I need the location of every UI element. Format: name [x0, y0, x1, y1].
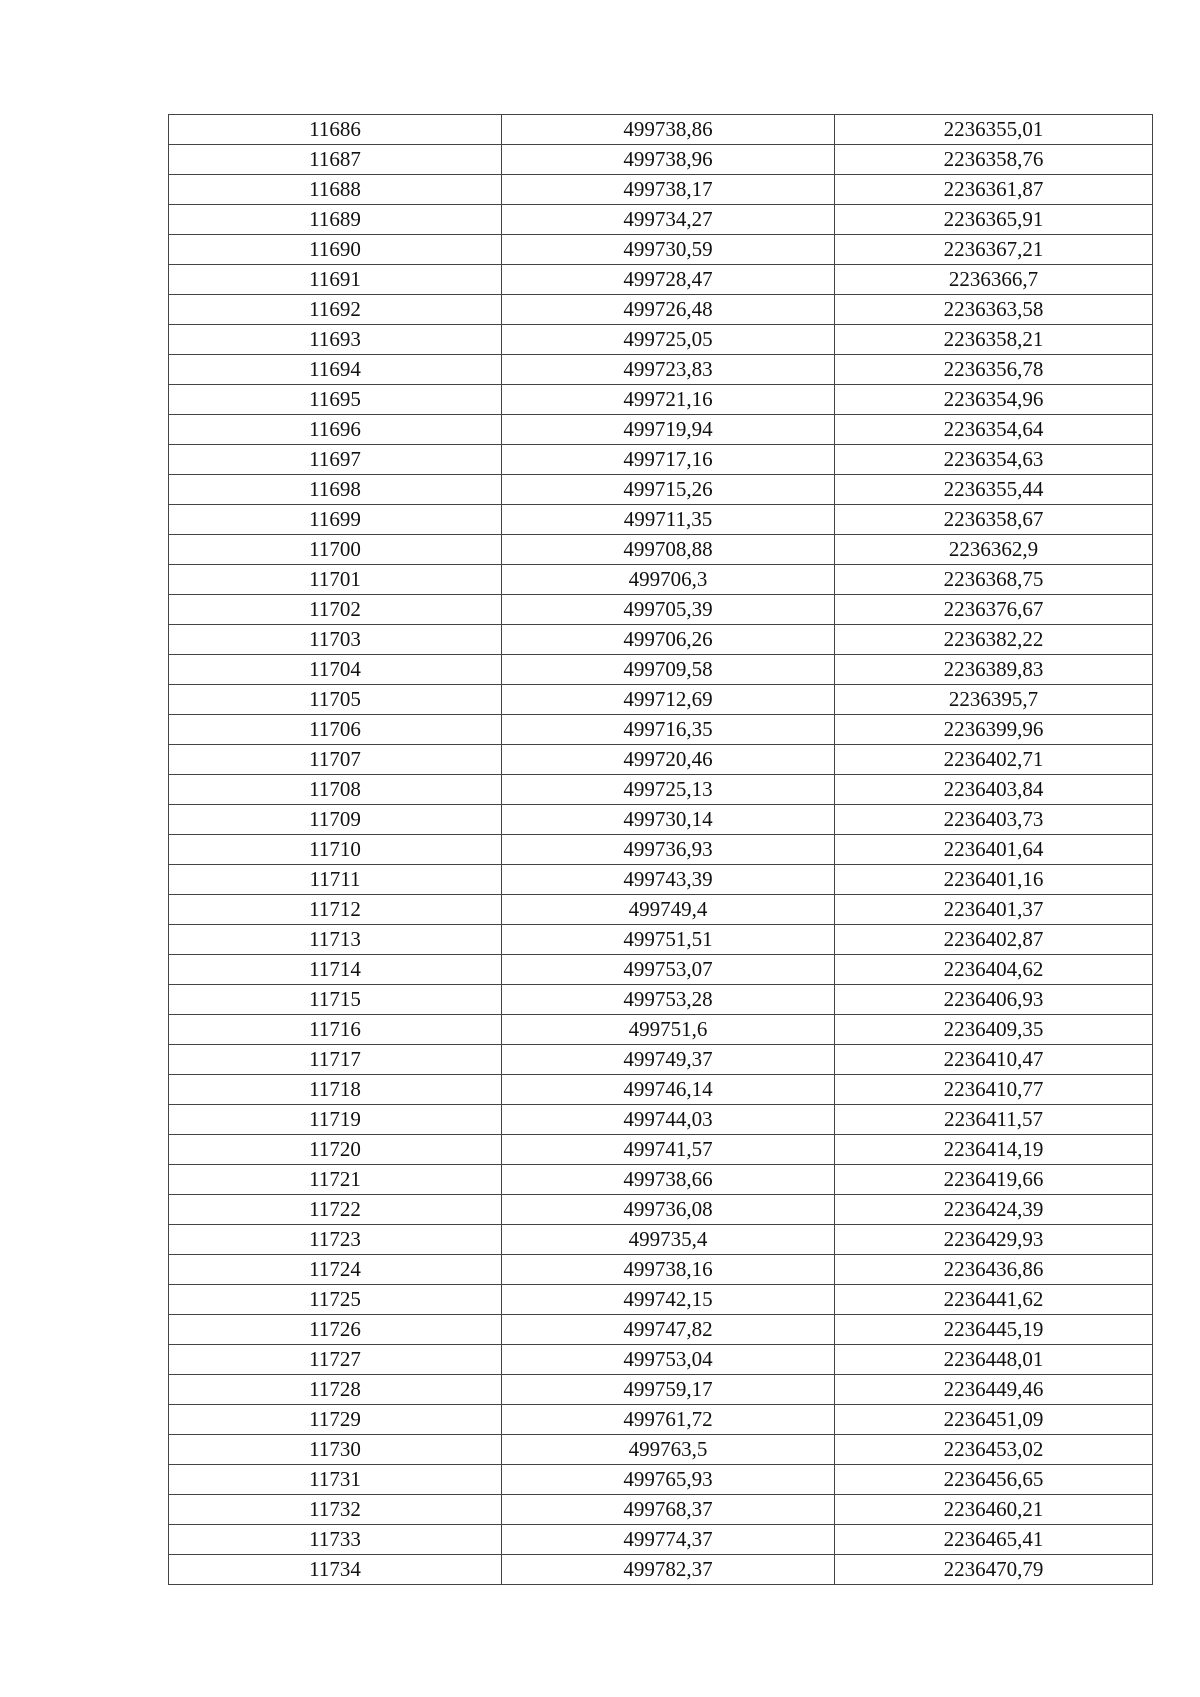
y-coordinate-cell: 2236362,9: [835, 535, 1153, 565]
y-coordinate-cell: 2236395,7: [835, 685, 1153, 715]
point-number-cell: 11707: [169, 745, 502, 775]
table-row: [169, 1255, 1153, 1285]
y-coordinate-cell: 2236441,62: [835, 1285, 1153, 1315]
y-coordinate-cell: 2236402,71: [835, 745, 1153, 775]
point-number-cell: 11732: [169, 1495, 502, 1525]
point-number-cell: 11704: [169, 655, 502, 685]
table-row: [169, 685, 1153, 715]
point-number-cell: 11722: [169, 1195, 502, 1225]
table-row: [169, 355, 1153, 385]
x-coordinate-cell: 499719,94: [502, 415, 835, 445]
point-number-cell: 11709: [169, 805, 502, 835]
x-coordinate-cell: 499730,59: [502, 235, 835, 265]
y-coordinate-cell: 2236401,64: [835, 835, 1153, 865]
table-row: [169, 1525, 1153, 1555]
table-row: [169, 1495, 1153, 1525]
point-number-cell: 11701: [169, 565, 502, 595]
y-coordinate-cell: 2236354,64: [835, 415, 1153, 445]
table-row: [169, 325, 1153, 355]
point-number-cell: 11694: [169, 355, 502, 385]
y-coordinate-cell: 2236414,19: [835, 1135, 1153, 1165]
point-number-cell: 11726: [169, 1315, 502, 1345]
x-coordinate-cell: 499765,93: [502, 1465, 835, 1495]
point-number-cell: 11733: [169, 1525, 502, 1555]
table-row: [169, 655, 1153, 685]
table-row: [169, 925, 1153, 955]
point-number-cell: 11714: [169, 955, 502, 985]
point-number-cell: 11686: [169, 115, 502, 145]
table-row: [169, 895, 1153, 925]
x-coordinate-cell: 499741,57: [502, 1135, 835, 1165]
x-coordinate-cell: 499753,07: [502, 955, 835, 985]
x-coordinate-cell: 499709,58: [502, 655, 835, 685]
y-coordinate-cell: 2236403,73: [835, 805, 1153, 835]
x-coordinate-cell: 499721,16: [502, 385, 835, 415]
table-row: [169, 775, 1153, 805]
y-coordinate-cell: 2236363,58: [835, 295, 1153, 325]
table-row: [169, 1105, 1153, 1135]
y-coordinate-cell: 2236410,77: [835, 1075, 1153, 1105]
y-coordinate-cell: 2236453,02: [835, 1435, 1153, 1465]
x-coordinate-cell: 499749,4: [502, 895, 835, 925]
table-row: [169, 295, 1153, 325]
x-coordinate-cell: 499746,14: [502, 1075, 835, 1105]
y-coordinate-cell: 2236402,87: [835, 925, 1153, 955]
x-coordinate-cell: 499726,48: [502, 295, 835, 325]
table-row: [169, 265, 1153, 295]
x-coordinate-cell: 499706,3: [502, 565, 835, 595]
x-coordinate-cell: 499782,37: [502, 1555, 835, 1585]
point-number-cell: 11692: [169, 295, 502, 325]
y-coordinate-cell: 2236354,96: [835, 385, 1153, 415]
point-number-cell: 11703: [169, 625, 502, 655]
point-number-cell: 11691: [169, 265, 502, 295]
table-row: [169, 745, 1153, 775]
point-number-cell: 11695: [169, 385, 502, 415]
y-coordinate-cell: 2236355,44: [835, 475, 1153, 505]
y-coordinate-cell: 2236436,86: [835, 1255, 1153, 1285]
x-coordinate-cell: 499705,39: [502, 595, 835, 625]
x-coordinate-cell: 499728,47: [502, 265, 835, 295]
x-coordinate-cell: 499725,05: [502, 325, 835, 355]
table-row: [169, 1135, 1153, 1165]
coordinates-table: [168, 114, 1153, 1585]
point-number-cell: 11729: [169, 1405, 502, 1435]
x-coordinate-cell: 499751,6: [502, 1015, 835, 1045]
x-coordinate-cell: 499738,96: [502, 145, 835, 175]
point-number-cell: 11720: [169, 1135, 502, 1165]
table-row: [169, 1045, 1153, 1075]
x-coordinate-cell: 499720,46: [502, 745, 835, 775]
x-coordinate-cell: 499768,37: [502, 1495, 835, 1525]
point-number-cell: 11698: [169, 475, 502, 505]
table-row: [169, 385, 1153, 415]
y-coordinate-cell: 2236429,93: [835, 1225, 1153, 1255]
point-number-cell: 11716: [169, 1015, 502, 1045]
table-row: [169, 715, 1153, 745]
x-coordinate-cell: 499736,08: [502, 1195, 835, 1225]
table-row: [169, 1165, 1153, 1195]
point-number-cell: 11727: [169, 1345, 502, 1375]
y-coordinate-cell: 2236410,47: [835, 1045, 1153, 1075]
table-row: [169, 1015, 1153, 1045]
table-row: [169, 1195, 1153, 1225]
y-coordinate-cell: 2236358,76: [835, 145, 1153, 175]
y-coordinate-cell: 2236389,83: [835, 655, 1153, 685]
table-row: [169, 1345, 1153, 1375]
x-coordinate-cell: 499712,69: [502, 685, 835, 715]
x-coordinate-cell: 499743,39: [502, 865, 835, 895]
point-number-cell: 11687: [169, 145, 502, 175]
x-coordinate-cell: 499725,13: [502, 775, 835, 805]
point-number-cell: 11728: [169, 1375, 502, 1405]
point-number-cell: 11688: [169, 175, 502, 205]
y-coordinate-cell: 2236358,67: [835, 505, 1153, 535]
table-row: [169, 115, 1153, 145]
y-coordinate-cell: 2236401,37: [835, 895, 1153, 925]
y-coordinate-cell: 2236460,21: [835, 1495, 1153, 1525]
y-coordinate-cell: 2236382,22: [835, 625, 1153, 655]
y-coordinate-cell: 2236358,21: [835, 325, 1153, 355]
x-coordinate-cell: 499734,27: [502, 205, 835, 235]
point-number-cell: 11700: [169, 535, 502, 565]
coordinates-table-body: [169, 115, 1153, 1585]
point-number-cell: 11711: [169, 865, 502, 895]
table-row: [169, 1555, 1153, 1585]
table-row: [169, 955, 1153, 985]
x-coordinate-cell: 499744,03: [502, 1105, 835, 1135]
table-row: [169, 865, 1153, 895]
x-coordinate-cell: 499738,66: [502, 1165, 835, 1195]
y-coordinate-cell: 2236424,39: [835, 1195, 1153, 1225]
x-coordinate-cell: 499749,37: [502, 1045, 835, 1075]
table-row: [169, 1315, 1153, 1345]
table-row: [169, 175, 1153, 205]
x-coordinate-cell: 499706,26: [502, 625, 835, 655]
point-number-cell: 11696: [169, 415, 502, 445]
table-row: [169, 145, 1153, 175]
y-coordinate-cell: 2236376,67: [835, 595, 1153, 625]
table-row: [169, 1465, 1153, 1495]
y-coordinate-cell: 2236366,7: [835, 265, 1153, 295]
x-coordinate-cell: 499736,93: [502, 835, 835, 865]
y-coordinate-cell: 2236401,16: [835, 865, 1153, 895]
y-coordinate-cell: 2236449,46: [835, 1375, 1153, 1405]
point-number-cell: 11699: [169, 505, 502, 535]
table-row: [169, 565, 1153, 595]
x-coordinate-cell: 499708,88: [502, 535, 835, 565]
x-coordinate-cell: 499738,16: [502, 1255, 835, 1285]
point-number-cell: 11713: [169, 925, 502, 955]
y-coordinate-cell: 2236361,87: [835, 175, 1153, 205]
y-coordinate-cell: 2236409,35: [835, 1015, 1153, 1045]
x-coordinate-cell: 499742,15: [502, 1285, 835, 1315]
x-coordinate-cell: 499735,4: [502, 1225, 835, 1255]
y-coordinate-cell: 2236419,66: [835, 1165, 1153, 1195]
y-coordinate-cell: 2236456,65: [835, 1465, 1153, 1495]
table-row: [169, 595, 1153, 625]
y-coordinate-cell: 2236451,09: [835, 1405, 1153, 1435]
y-coordinate-cell: 2236399,96: [835, 715, 1153, 745]
table-row: [169, 1375, 1153, 1405]
point-number-cell: 11706: [169, 715, 502, 745]
x-coordinate-cell: 499730,14: [502, 805, 835, 835]
y-coordinate-cell: 2236367,21: [835, 235, 1153, 265]
table-row: [169, 475, 1153, 505]
point-number-cell: 11689: [169, 205, 502, 235]
y-coordinate-cell: 2236406,93: [835, 985, 1153, 1015]
y-coordinate-cell: 2236470,79: [835, 1555, 1153, 1585]
point-number-cell: 11693: [169, 325, 502, 355]
point-number-cell: 11731: [169, 1465, 502, 1495]
point-number-cell: 11724: [169, 1255, 502, 1285]
y-coordinate-cell: 2236404,62: [835, 955, 1153, 985]
point-number-cell: 11697: [169, 445, 502, 475]
x-coordinate-cell: 499753,04: [502, 1345, 835, 1375]
x-coordinate-cell: 499723,83: [502, 355, 835, 385]
y-coordinate-cell: 2236403,84: [835, 775, 1153, 805]
point-number-cell: 11734: [169, 1555, 502, 1585]
x-coordinate-cell: 499716,35: [502, 715, 835, 745]
point-number-cell: 11730: [169, 1435, 502, 1465]
point-number-cell: 11708: [169, 775, 502, 805]
table-row: [169, 835, 1153, 865]
x-coordinate-cell: 499715,26: [502, 475, 835, 505]
x-coordinate-cell: 499751,51: [502, 925, 835, 955]
x-coordinate-cell: 499747,82: [502, 1315, 835, 1345]
x-coordinate-cell: 499717,16: [502, 445, 835, 475]
point-number-cell: 11705: [169, 685, 502, 715]
x-coordinate-cell: 499763,5: [502, 1435, 835, 1465]
x-coordinate-cell: 499774,37: [502, 1525, 835, 1555]
point-number-cell: 11725: [169, 1285, 502, 1315]
y-coordinate-cell: 2236365,91: [835, 205, 1153, 235]
table-row: [169, 535, 1153, 565]
point-number-cell: 11702: [169, 595, 502, 625]
y-coordinate-cell: 2236448,01: [835, 1345, 1153, 1375]
x-coordinate-cell: 499753,28: [502, 985, 835, 1015]
y-coordinate-cell: 2236465,41: [835, 1525, 1153, 1555]
point-number-cell: 11715: [169, 985, 502, 1015]
table-row: [169, 1285, 1153, 1315]
table-row: [169, 445, 1153, 475]
table-row: [169, 625, 1153, 655]
x-coordinate-cell: 499738,17: [502, 175, 835, 205]
point-number-cell: 11710: [169, 835, 502, 865]
point-number-cell: 11719: [169, 1105, 502, 1135]
table-row: [169, 1405, 1153, 1435]
y-coordinate-cell: 2236411,57: [835, 1105, 1153, 1135]
y-coordinate-cell: 2236445,19: [835, 1315, 1153, 1345]
point-number-cell: 11690: [169, 235, 502, 265]
x-coordinate-cell: 499711,35: [502, 505, 835, 535]
table-row: [169, 985, 1153, 1015]
x-coordinate-cell: 499761,72: [502, 1405, 835, 1435]
point-number-cell: 11717: [169, 1045, 502, 1075]
table-row: [169, 235, 1153, 265]
y-coordinate-cell: 2236368,75: [835, 565, 1153, 595]
table-row: [169, 505, 1153, 535]
table-row: [169, 205, 1153, 235]
point-number-cell: 11721: [169, 1165, 502, 1195]
table-row: [169, 1225, 1153, 1255]
point-number-cell: 11718: [169, 1075, 502, 1105]
table-row: [169, 805, 1153, 835]
point-number-cell: 11712: [169, 895, 502, 925]
x-coordinate-cell: 499759,17: [502, 1375, 835, 1405]
y-coordinate-cell: 2236355,01: [835, 115, 1153, 145]
y-coordinate-cell: 2236354,63: [835, 445, 1153, 475]
table-row: [169, 1435, 1153, 1465]
table-row: [169, 1075, 1153, 1105]
x-coordinate-cell: 499738,86: [502, 115, 835, 145]
y-coordinate-cell: 2236356,78: [835, 355, 1153, 385]
point-number-cell: 11723: [169, 1225, 502, 1255]
table-row: [169, 415, 1153, 445]
